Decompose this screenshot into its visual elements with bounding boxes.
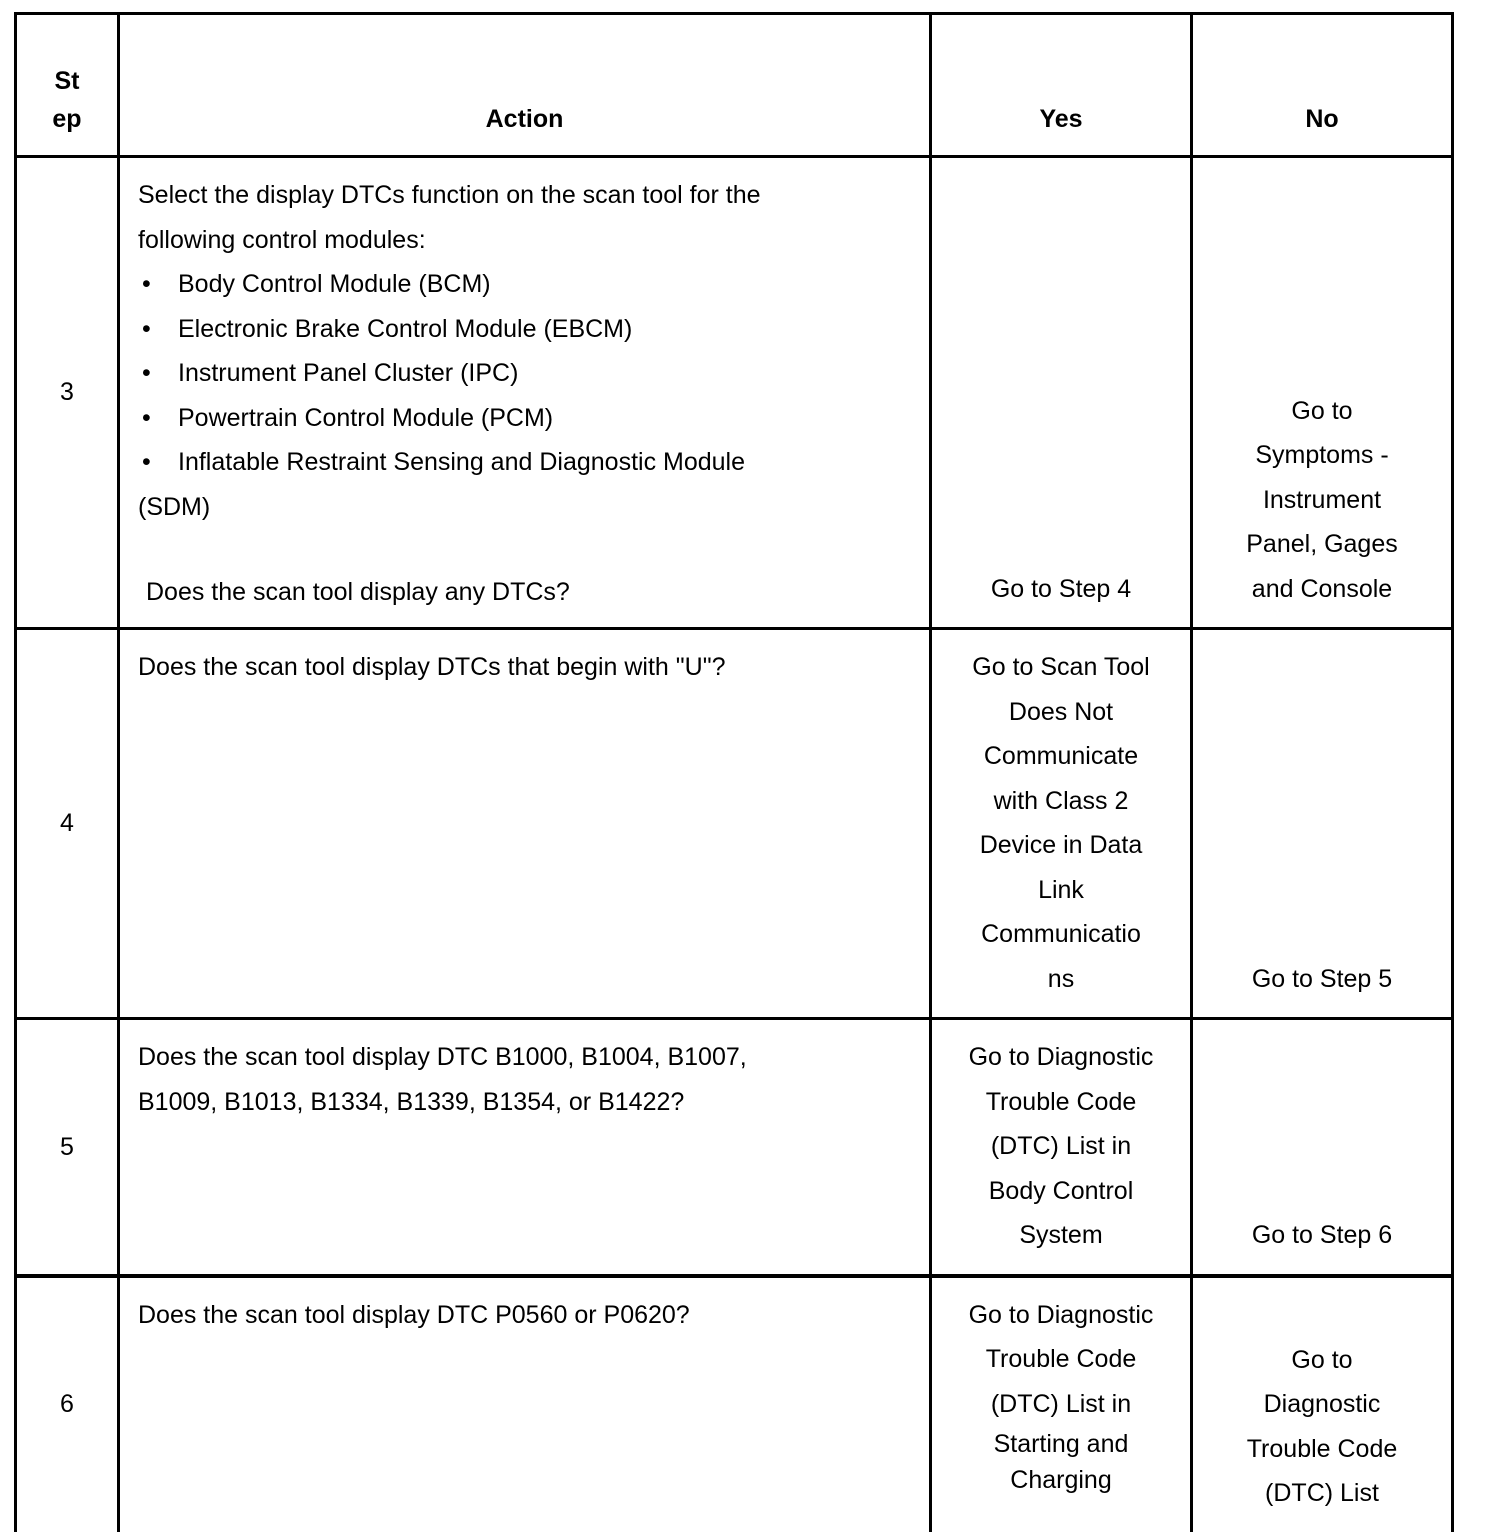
no-cell	[1192, 629, 1453, 1019]
header-no-label: No	[1305, 105, 1339, 133]
header-no	[1192, 14, 1453, 157]
diagnostic-table	[14, 12, 1454, 1532]
no-text: and Console	[1251, 574, 1393, 603]
yes-cell	[931, 157, 1192, 629]
yes-text: Communicate	[983, 742, 1139, 770]
action-cell	[119, 157, 931, 629]
step-number: 5	[16, 1019, 119, 1276]
list-item-text: Powertrain Control Module (PCM)	[178, 403, 554, 432]
yes-cell	[931, 1276, 1192, 1532]
yes-text: Go to Step 4	[990, 574, 1132, 603]
list-item-text: Instrument Panel Cluster (IPC)	[178, 359, 519, 387]
bullet-icon: •	[142, 359, 151, 387]
action-cell	[119, 1276, 931, 1532]
yes-text: (DTC) List in	[990, 1389, 1132, 1418]
yes-text: Trouble Code	[985, 1345, 1137, 1373]
header-step	[16, 14, 119, 157]
action-text: (SDM)	[138, 492, 211, 521]
yes-text: Device in Data	[979, 831, 1143, 859]
step-number: 4	[16, 629, 119, 1019]
header-yes	[931, 14, 1192, 157]
no-text: Diagnostic	[1263, 1390, 1381, 1418]
yes-text: Charging	[1010, 1466, 1112, 1494]
action-question: Does the scan tool display any DTCs?	[146, 578, 570, 606]
no-text: Go to	[1291, 1345, 1353, 1374]
header-step-line2: ep	[52, 105, 82, 133]
action-text: following control modules:	[138, 225, 426, 254]
list-item-text: Body Control Module (BCM)	[178, 270, 491, 298]
bullet-icon: •	[142, 448, 151, 476]
action-text: Does the scan tool display DTC B1000, B1004, B1007,	[138, 1043, 747, 1071]
yes-text: Body Control	[988, 1176, 1134, 1205]
table-header-row	[16, 14, 1453, 157]
no-text: Go to	[1291, 396, 1353, 425]
bullet-icon: •	[142, 270, 151, 298]
no-text: Trouble Code	[1246, 1434, 1398, 1463]
action-cell	[119, 629, 931, 1019]
yes-text: Link	[1038, 875, 1084, 904]
header-yes-label: Yes	[1039, 105, 1083, 133]
no-cell	[1192, 157, 1453, 629]
yes-text: Go to Diagnostic	[968, 1043, 1154, 1071]
list-item-text: Electronic Brake Control Module (EBCM)	[178, 314, 633, 343]
yes-cell	[931, 1019, 1192, 1276]
yes-text: Starting and	[993, 1430, 1129, 1458]
header-step-line1: St	[54, 67, 80, 95]
yes-text: ns	[1047, 964, 1075, 993]
action-text: Select the display DTCs function on the scan tool for the	[138, 181, 761, 209]
yes-text: Does Not	[1008, 697, 1114, 726]
list-item	[138, 396, 911, 441]
step-number: 6	[16, 1276, 119, 1532]
table-row	[16, 629, 1453, 1019]
yes-cell	[931, 629, 1192, 1019]
action-text: B1009, B1013, B1334, B1339, B1354, or B1422?	[138, 1087, 685, 1116]
list-item	[138, 307, 911, 352]
yes-text: Trouble Code	[985, 1087, 1137, 1116]
action-text: Does the scan tool display DTC P0560 or P0620?	[138, 1300, 690, 1329]
step-number: 3	[16, 157, 119, 629]
list-item	[138, 262, 911, 307]
no-text: Symptoms -	[1255, 441, 1389, 469]
table-row	[16, 1019, 1453, 1276]
yes-text: Communicatio	[981, 920, 1141, 948]
list-item-text: Inflatable Restraint Sensing and Diagnostic Module	[178, 448, 746, 476]
header-action	[119, 14, 931, 157]
no-cell	[1192, 1276, 1453, 1532]
no-text: (DTC) List	[1265, 1479, 1379, 1507]
yes-text: System	[1019, 1221, 1103, 1249]
action-cell	[119, 1019, 931, 1276]
no-cell	[1192, 1019, 1453, 1276]
yes-text: Go to Scan Tool	[972, 653, 1150, 681]
table-row	[16, 1276, 1453, 1532]
yes-text: with Class 2	[993, 786, 1129, 815]
bullet-icon: •	[142, 403, 151, 432]
yes-text: (DTC) List in	[990, 1132, 1132, 1160]
table-row	[16, 157, 1453, 629]
list-item	[138, 351, 911, 396]
yes-text: Go to Diagnostic	[968, 1300, 1154, 1329]
no-text: Panel, Gages	[1246, 530, 1398, 558]
no-text: Instrument	[1262, 485, 1382, 514]
no-text: Go to Step 5	[1251, 964, 1393, 993]
no-text: Go to Step 6	[1251, 1221, 1393, 1249]
action-text: Does the scan tool display DTCs that begin with "U"?	[138, 653, 726, 681]
bullet-icon: •	[142, 314, 151, 343]
list-item	[138, 440, 911, 485]
header-action-label: Action	[485, 105, 564, 133]
